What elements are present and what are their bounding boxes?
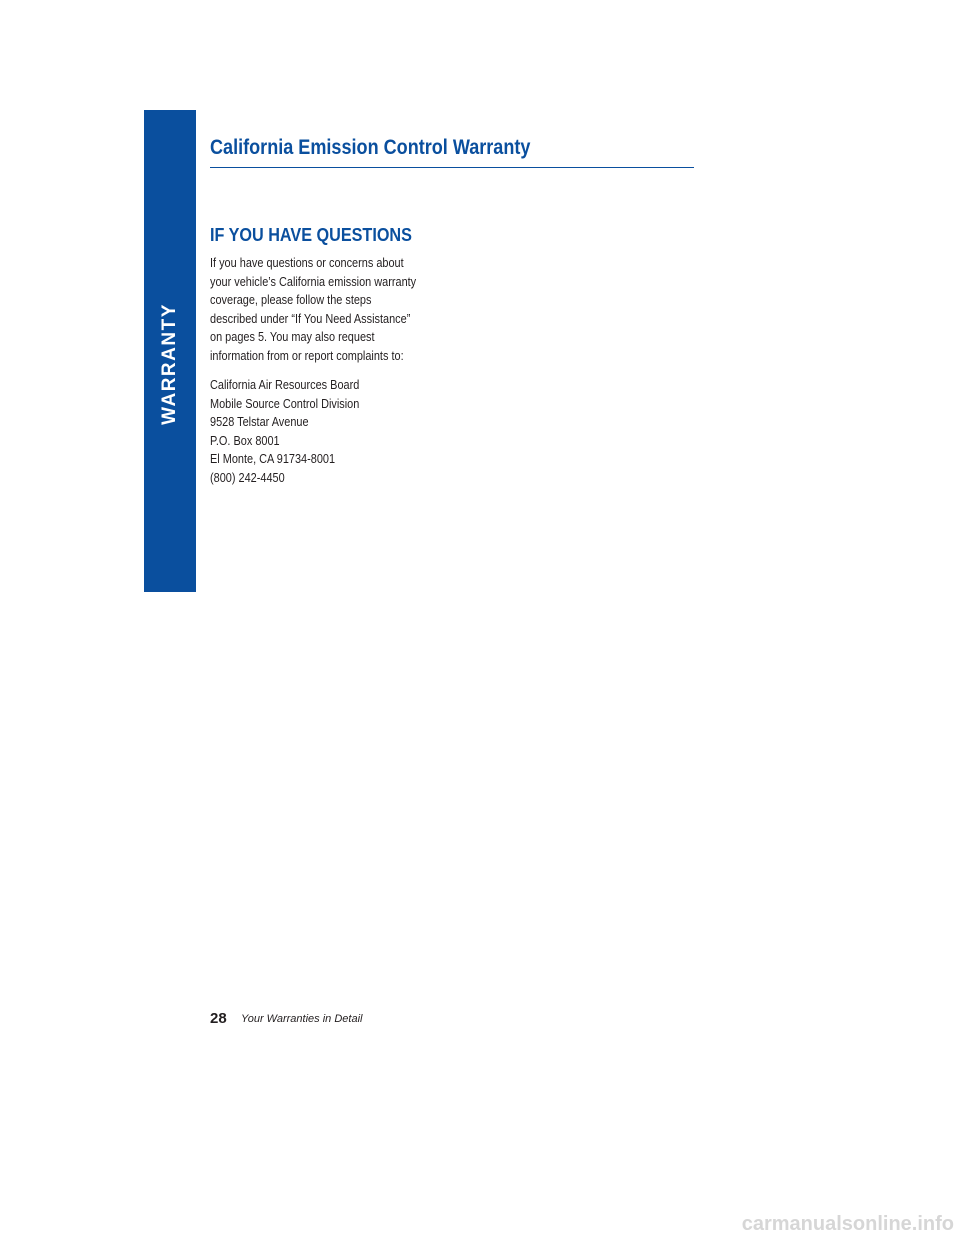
address-line: Mobile Source Control Division — [210, 395, 360, 411]
watermark: carmanualsonline.info — [741, 1213, 954, 1235]
section-heading: IF YOU HAVE QUESTIONS — [210, 225, 412, 245]
paragraph-line: coverage, please follow the steps — [210, 292, 372, 308]
intro-paragraph — [210, 254, 479, 366]
title-divider — [210, 167, 694, 168]
footer-caption: Your Warranties in Detail — [241, 1013, 363, 1025]
paragraph-line: information from or report complaints to: — [210, 347, 404, 363]
paragraph-line: If you have questions or concerns about — [210, 255, 404, 270]
side-section-tab — [144, 110, 196, 592]
phone-number: (800) 242-4450 — [210, 469, 285, 485]
address-line: 9528 Telstar Avenue — [210, 414, 309, 430]
address-line: California Air Resources Board — [210, 377, 360, 392]
address-line: El Monte, CA 91734-8001 — [210, 451, 336, 467]
address-line: P.O. Box 8001 — [210, 432, 280, 448]
page-number: 28 — [210, 1010, 227, 1027]
paragraph-line: on pages 5. You may also request — [210, 329, 375, 345]
paragraph-line: your vehicle’s California emission warranty — [210, 273, 417, 289]
page-title: California Emission Control Warranty — [210, 136, 531, 159]
paragraph-line: described under “If You Need Assistance” — [210, 310, 411, 326]
contact-address — [210, 376, 479, 488]
side-section-label: WARRANTY — [159, 303, 180, 425]
